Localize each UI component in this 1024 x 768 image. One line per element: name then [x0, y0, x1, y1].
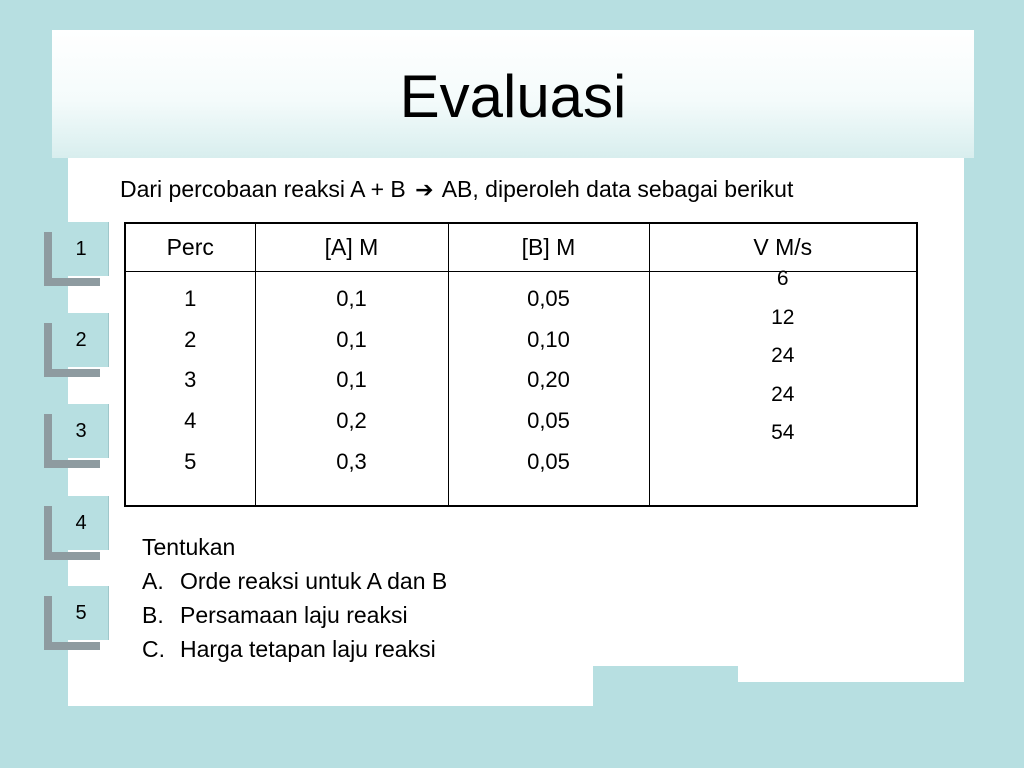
table-row	[125, 272, 917, 507]
cell-v: 54	[771, 421, 795, 444]
cell-a: 0,1	[336, 286, 367, 311]
data-table	[124, 222, 918, 507]
cell-perc: 1	[184, 286, 197, 311]
cell-perc: 5	[184, 448, 197, 474]
arrow-right-icon: ➔	[415, 177, 434, 202]
cell-b: 0,05	[527, 286, 570, 311]
list-item-text: Persamaan laju reaksi	[180, 602, 408, 628]
column-v	[649, 267, 917, 507]
nav-button-label[interactable]: 3	[54, 404, 109, 458]
nav-button-5[interactable]	[44, 586, 108, 650]
column-perc	[125, 272, 255, 507]
content-panel-notch	[593, 666, 738, 682]
list-item-text: Orde reaksi untuk A dan B	[180, 568, 448, 594]
list-item-letter: C.	[142, 636, 165, 662]
header-perc: Perc	[125, 223, 255, 272]
nav-button-3[interactable]	[44, 404, 108, 468]
cell-b: 0,20	[527, 367, 570, 393]
cell-b: 0,05	[527, 448, 570, 474]
cell-b: 0,05	[527, 408, 570, 434]
cell-a: 0,3	[336, 448, 367, 474]
cell-perc: 4	[184, 408, 197, 434]
cell-a: 0,1	[336, 326, 367, 352]
content-panel-bottom	[68, 682, 593, 706]
nav-button-label[interactable]: 2	[54, 313, 109, 367]
column-b	[448, 272, 649, 507]
cell-perc: 3	[184, 367, 197, 393]
cell-a: 0,1	[336, 367, 367, 393]
header-a: [A] M	[255, 223, 448, 272]
table-header-row	[125, 223, 917, 272]
list-item	[142, 564, 447, 598]
cell-v: 12	[771, 305, 795, 329]
header-b: [B] M	[448, 223, 649, 272]
cell-v: 24	[771, 344, 795, 367]
task-list	[142, 530, 447, 666]
nav-button-2[interactable]	[44, 313, 108, 377]
nav-button-label[interactable]: 5	[54, 586, 109, 640]
list-item-letter: B.	[142, 602, 164, 628]
task-heading: Tentukan	[142, 534, 236, 560]
intro-after: AB, diperoleh data sebagai berikut	[441, 176, 794, 202]
title-band	[52, 30, 974, 158]
header-v: V M/s	[649, 223, 917, 272]
cell-v: 6	[776, 267, 789, 290]
nav-button-label[interactable]: 4	[54, 496, 109, 550]
slide-title: Evaluasi	[399, 63, 627, 130]
nav-button-label[interactable]: 1	[54, 222, 109, 276]
cell-a: 0,2	[336, 408, 367, 434]
nav-button-1[interactable]	[44, 222, 108, 286]
list-item-letter: A.	[142, 568, 164, 594]
cell-b: 0,10	[527, 326, 570, 352]
list-item-text: Harga tetapan laju reaksi	[180, 636, 436, 662]
intro-before: Dari percobaan reaksi A + B	[120, 176, 406, 202]
intro-text	[120, 174, 793, 205]
cell-v: 24	[771, 382, 795, 406]
nav-button-4[interactable]	[44, 496, 108, 560]
list-item	[142, 598, 447, 632]
list-item	[142, 632, 447, 666]
cell-perc: 2	[184, 326, 197, 352]
column-a	[255, 272, 448, 507]
